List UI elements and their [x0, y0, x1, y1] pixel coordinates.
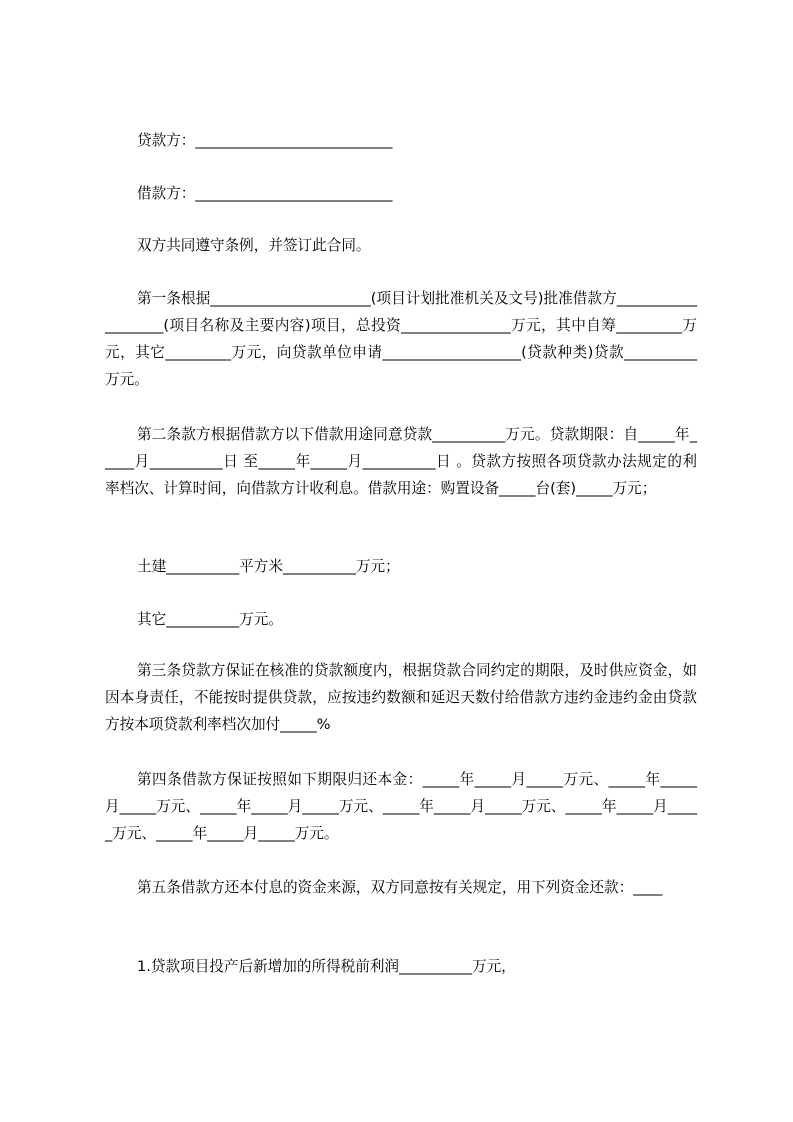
other-item: 其它__________万元。 — [137, 611, 283, 628]
article-4: 第四条借款方保证按照如下期限归还本金：_____年_____月_____万元、_____年_____月_____万元、_____年_____月_____万元、_____年_____月_____万元、_____年_____月_____万元、_____年_____月_____万元。 — [105, 771, 697, 842]
borrower-line: 借款方：___________________________ — [137, 185, 393, 202]
lender-line: 贷款方：___________________________ — [137, 132, 393, 149]
article-1: 第一条根据______________________(项目计划批准机关及文号)批准借款方___________________(项目名称及主要内容)项目，总投资_______________万元，其中自筹_________万元，其它_________万元，向贷款单位申请___________________(贷款种类)贷款__________万元。 — [105, 290, 697, 388]
civil-construction-item: 土建__________平方米__________万元； — [137, 558, 400, 575]
repayment-item-1: 1.贷款项目投产后新增加的所得税前利润__________万元， — [137, 958, 516, 975]
article-2: 第二条款方根据借款方以下借款用途同意贷款__________万元。贷款期限：自_____年_____月__________日 至_____年_____月__________日 。贷款方按照各项贷款办法规定的利率档次、计算时间，向借款方计收利息。借款用途：购置设备_____台(套)_____万元； — [105, 426, 697, 497]
article-5: 第五条借款方还本付息的资金来源，双方同意按有关规定，用下列资金还款：____ — [137, 879, 663, 896]
agreement-line: 双方共同遵守条例，并签订此合同。 — [137, 237, 371, 254]
article-3: 第三条贷款方保证在核准的贷款额度内，根据贷款合同约定的期限，及时供应资金，如因本身责任，不能按时提供贷款，应按违约数额和延迟天数付给借款方违约金违约金由贷款方按本项贷款利率档次加付_____% — [105, 662, 697, 733]
